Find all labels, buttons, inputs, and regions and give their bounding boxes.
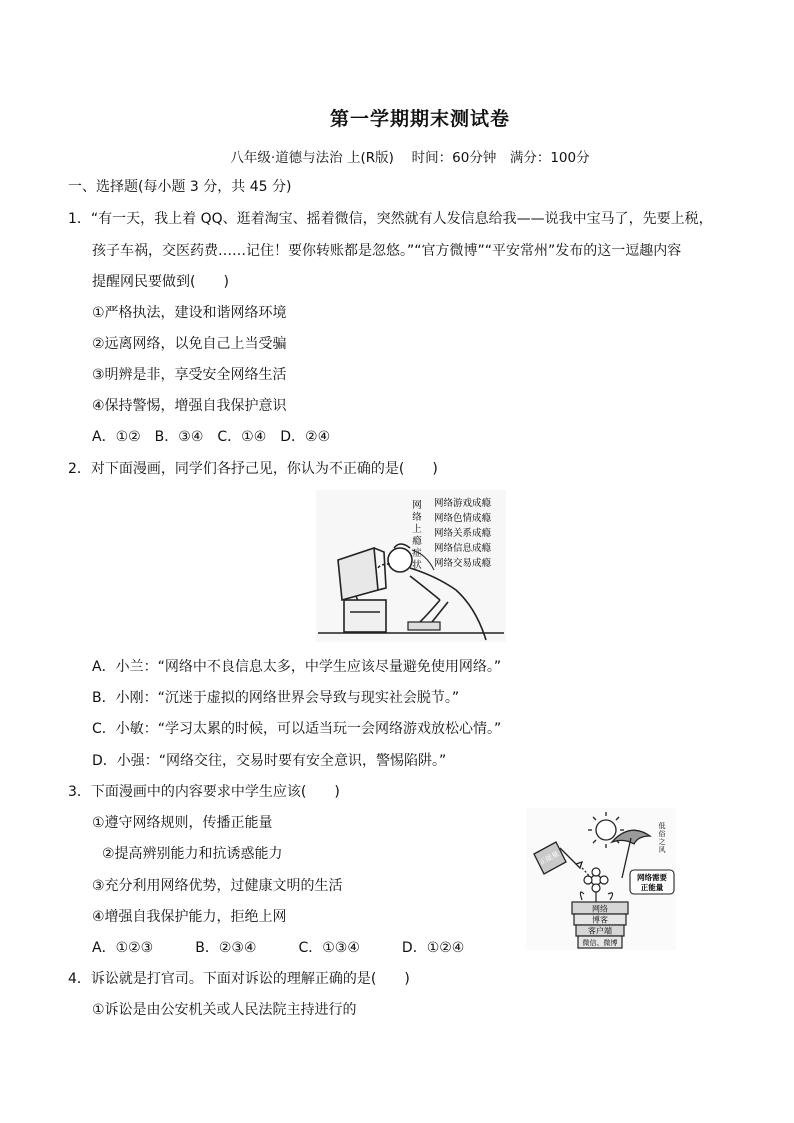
svg-text:瘾: 瘾	[412, 536, 422, 547]
svg-text:俗: 俗	[658, 830, 666, 838]
svg-text:网: 网	[412, 500, 422, 511]
pot-layer-label: 客户端	[588, 926, 612, 936]
q1-stem-line1: 1．“有一天，我上着 QQ、逛着淘宝、摇着微信，突然就有人发信息给我——说我中宝马了，先要上税，	[68, 211, 713, 227]
pot-layer-label: 微信、微博	[582, 939, 618, 947]
q2-option-c: C．小敏：“学习太累的时候，可以适当玩一会网络游戏放松心情。”	[92, 721, 502, 737]
q1-stem-line2: 孩子车祸，交医药费……记住！要你转账都是忽悠。”“官方微博”“平安常州”发布的这一逗趣内容	[92, 243, 682, 259]
svg-text:风: 风	[658, 846, 666, 854]
cartoon-item: 网络关系成瘾	[434, 528, 492, 539]
svg-text:络: 络	[412, 512, 422, 523]
svg-text:症: 症	[412, 548, 422, 559]
cartoon-item: 网络交易成瘾	[434, 558, 492, 569]
q4-option-1: ①诉讼是由公安机关或人民法院主持进行的	[92, 1002, 357, 1018]
q2-option-d: D．小强：“网络交往，交易时要有安全意识，警惕陷阱。”	[92, 753, 447, 769]
q2-option-b: B．小刚：“沉迷于虚拟的网络世界会导致与现实社会脱节。”	[92, 690, 460, 706]
q3-option-1: ①遵守网络规则，传播正能量	[92, 815, 273, 831]
can-label: 正能量	[537, 849, 561, 867]
q4-stem: 4．诉讼就是打官司。下面对诉讼的理解正确的是( )	[68, 971, 410, 987]
svg-text:之: 之	[658, 838, 666, 846]
keyboard	[408, 622, 440, 630]
q1-option-3: ③明辨是非，享受安全网络生活	[92, 367, 287, 383]
q3-stem: 3．下面漫画中的内容要求中学生应该( )	[68, 784, 340, 800]
q3-option-2: ②提高辨别能力和抗诱惑能力	[102, 846, 283, 862]
cartoon-item: 网络色情成瘾	[434, 513, 492, 524]
q1-stem-line3: 提醒网民要做到( )	[92, 274, 229, 290]
cartoon-vertical-title	[412, 500, 422, 571]
q2-stem: 2．对下面漫画，同学们各抒己见，你认为不正确的是( )	[68, 461, 438, 477]
positive-energy-cartoon	[526, 808, 676, 950]
q3-choices: A．①②③ B．②③④ C．①③④ D．①②④	[92, 940, 465, 956]
svg-text:上: 上	[412, 524, 422, 535]
umbrella-label	[659, 822, 666, 854]
exam-info: 八年级·道德与法治 上(R版) 时间：60分钟 满分：100分	[230, 150, 590, 166]
svg-text:正能量: 正能量	[640, 883, 664, 892]
section-heading: 一、选择题(每小题 3 分，共 45 分)	[68, 179, 292, 195]
cartoon-item: 网络信息成瘾	[434, 543, 492, 554]
svg-text:网络需要: 网络需要	[637, 873, 667, 882]
q3-option-3: ③充分利用网络优势，过健康文明的生活	[92, 878, 343, 894]
pot-layer-label: 博客	[592, 915, 608, 925]
q1-option-1: ①严格执法，建设和谐网络环境	[92, 305, 287, 321]
speech-bubble	[630, 870, 674, 894]
page-title: 第一学期期末测试卷	[329, 108, 510, 130]
pot-layer-label: 网络	[592, 904, 608, 914]
q3-option-4: ④增强自我保护能力，拒绝上网	[92, 909, 287, 925]
q2-option-a: A．小兰：“网络中不良信息太多，中学生应该尽量避免使用网络。”	[92, 659, 502, 675]
q1-choices: A．①② B．③④ C．①④ D．②④	[92, 429, 331, 445]
q1-option-4: ④保持警惕，增强自我保护意识	[92, 398, 287, 414]
cartoon-item: 网络游戏成瘾	[434, 498, 492, 509]
svg-text:状: 状	[412, 560, 422, 571]
internet-addiction-cartoon	[316, 490, 506, 642]
q1-option-2: ②远离网络，以免自己上当受骗	[92, 336, 287, 352]
svg-text:低: 低	[658, 822, 666, 830]
